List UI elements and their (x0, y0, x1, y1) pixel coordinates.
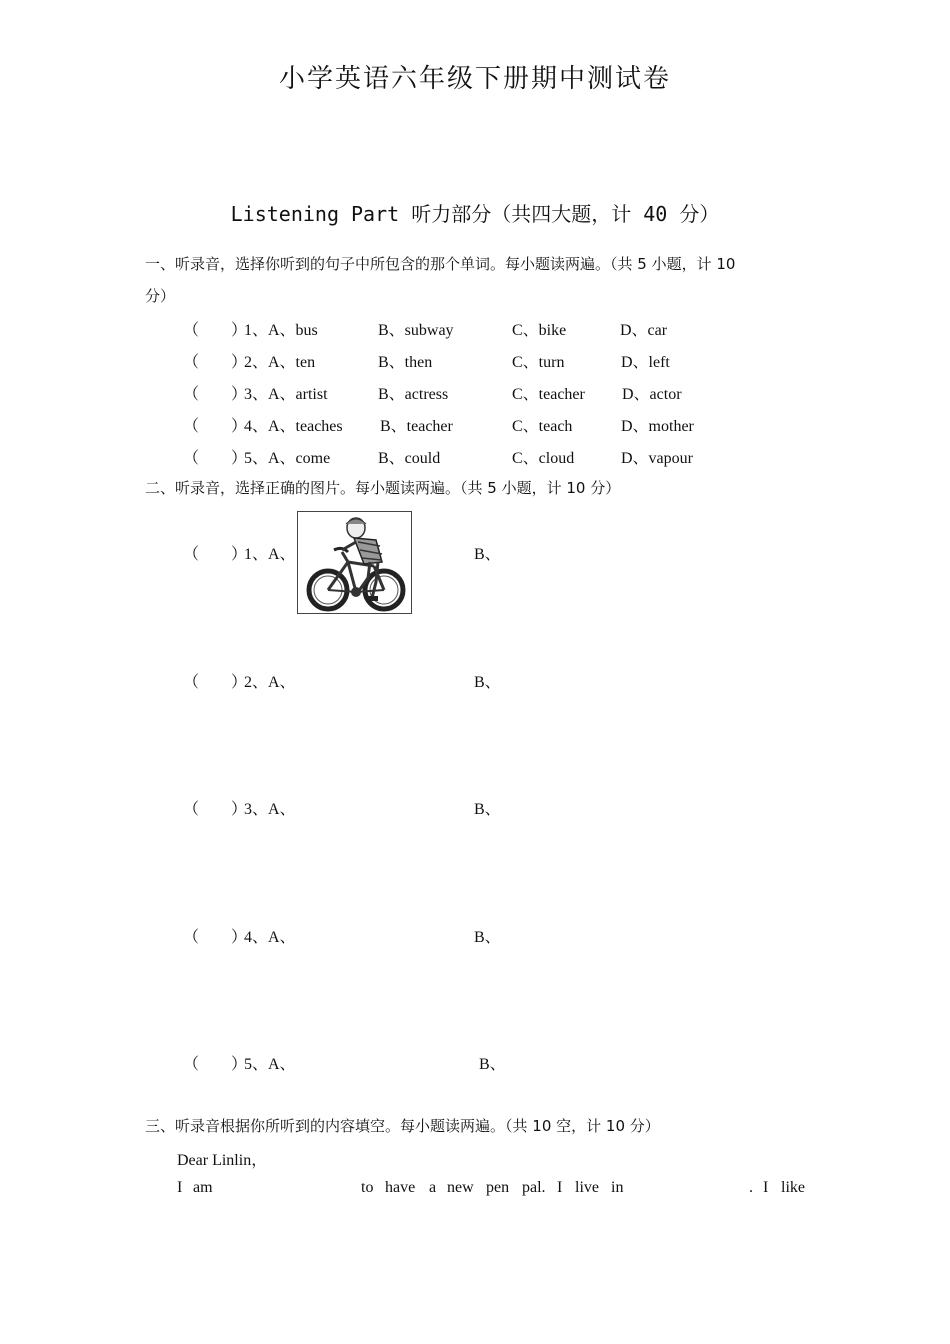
boy-riding-bike-image (297, 511, 412, 614)
letter-salutation: Dear Linlin， (177, 1152, 268, 1169)
option-b: B、teacher (380, 418, 453, 435)
option-a: A、teaches (268, 418, 343, 435)
question-number: 2、 (244, 354, 269, 371)
option-b: B、could (378, 450, 441, 467)
word: am (193, 1179, 213, 1196)
word: pen (486, 1179, 510, 1196)
question-number: 4、A、 (244, 929, 296, 946)
question-number: 1、A、 (244, 546, 296, 563)
section2-heading: 二、听录音，选择正确的图片。每小题读两遍。（共 5 小题，计 10 分） (145, 479, 621, 497)
answer-blank[interactable]: （ ） (183, 386, 248, 403)
section-subtitle: Listening Part 听力部分（共四大题，计 40 分） (230, 202, 720, 226)
answer-blank[interactable]: （ ） (183, 674, 248, 691)
word: pal. (522, 1179, 546, 1196)
option-b: B、 (479, 1056, 506, 1073)
word: live (575, 1179, 599, 1196)
option-b: B、 (474, 674, 501, 691)
option-d: D、vapour (621, 450, 693, 467)
section1-heading-cont: 分） (145, 287, 176, 305)
option-d: D、mother (621, 418, 694, 435)
answer-blank[interactable]: （ ） (183, 546, 248, 563)
word: I (763, 1179, 769, 1196)
option-b: B、actress (378, 386, 449, 403)
page-title: 小学英语六年级下册期中测试卷 (278, 64, 671, 94)
option-a: A、bus (268, 322, 318, 339)
option-d: D、car (620, 322, 668, 339)
word: new (447, 1179, 474, 1196)
option-d: D、left (621, 354, 670, 371)
answer-blank[interactable]: （ ） (183, 354, 248, 371)
option-b: B、 (474, 929, 501, 946)
word: like (781, 1179, 805, 1196)
word: have (385, 1179, 416, 1196)
bicycle-icon (298, 512, 411, 613)
question-number: 5、 (244, 450, 269, 467)
question-number: 4、 (244, 418, 269, 435)
word: to (361, 1179, 374, 1196)
answer-blank[interactable]: （ ） (183, 929, 248, 946)
option-b: B、 (474, 546, 501, 563)
option-c: C、turn (512, 354, 565, 371)
option-a: A、artist (268, 386, 328, 403)
word: . (749, 1179, 753, 1196)
option-b: B、then (378, 354, 433, 371)
section3-heading: 三、听录音根据你所听到的内容填空。每小题读两遍。（共 10 空，计 10 分） (145, 1117, 660, 1135)
answer-blank[interactable]: （ ） (183, 1056, 248, 1073)
option-a: A、come (268, 450, 331, 467)
option-b: B、 (474, 801, 501, 818)
answer-blank[interactable]: （ ） (183, 450, 248, 467)
question-number: 1、 (244, 322, 269, 339)
question-number: 5、A、 (244, 1056, 296, 1073)
answer-blank[interactable]: （ ） (183, 322, 248, 339)
word: a (429, 1179, 437, 1196)
option-a: A、ten (268, 354, 316, 371)
answer-blank[interactable]: （ ） (183, 801, 248, 818)
option-b: B、subway (378, 322, 454, 339)
question-number: 3、A、 (244, 801, 296, 818)
question-number: 2、A、 (244, 674, 296, 691)
word: in (611, 1179, 624, 1196)
option-d: D、actor (622, 386, 682, 403)
question-number: 3、 (244, 386, 269, 403)
option-c: C、cloud (512, 450, 575, 467)
word: I (177, 1179, 183, 1196)
option-c: C、teacher (512, 386, 585, 403)
option-c: C、teach (512, 418, 573, 435)
option-c: C、bike (512, 322, 567, 339)
answer-blank[interactable]: （ ） (183, 418, 248, 435)
word: I (557, 1179, 563, 1196)
section1-heading: 一、听录音，选择你听到的句子中所包含的那个单词。每小题读两遍。（共 5 小题，计 10 (145, 255, 736, 273)
